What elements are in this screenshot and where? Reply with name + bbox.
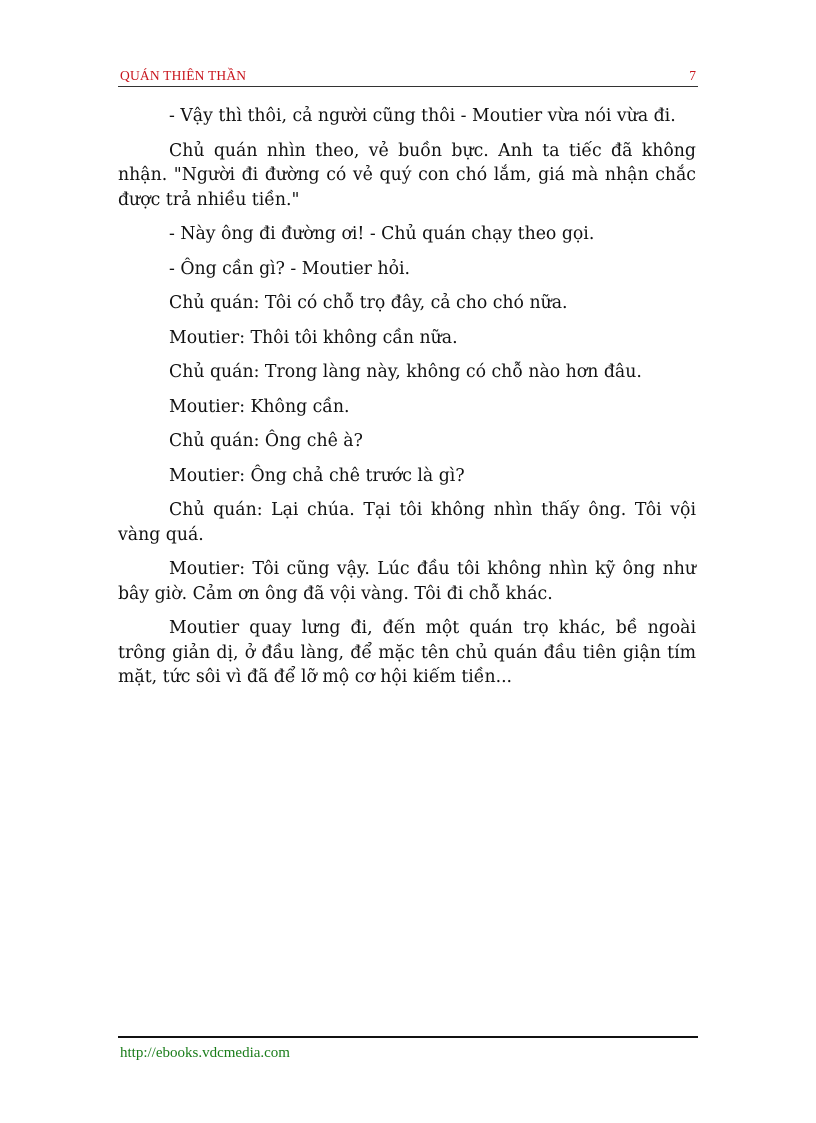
paragraph: - Vậy thì thôi, cả người cũng thôi - Moutier vừa nói vừa đi. [169,106,676,126]
paragraph: Chủ quán: Ông chê à? [169,431,363,451]
paragraph: Chủ quán nhìn theo, vẻ buồn bực. Anh ta tiếc đã không nhận. "Người đi đường có vẻ quý con chó lắm, giá mà nhận chắc được trả nhiều tiền." [118,140,696,210]
paragraph: Chủ quán: Trong làng này, không có chỗ nào hơn đâu. [169,362,642,382]
paragraph: Moutier quay lưng đi, đến một quán trọ khác, bề ngoài trông giản dị, ở đầu làng, để mặc tên chủ quán đầu tiên giận tím mặt, tức sôi vì đã để lỡ mộ cơ hội kiếm tiền... [118,618,696,687]
paragraph: Moutier: Thôi tôi không cần nữa. [169,327,458,348]
paragraph: - Này ông đi đường ơi! - Chủ quán chạy theo gọi. [169,224,595,244]
footer-divider [118,1036,698,1038]
footer-website-link[interactable]: http://ebooks.vdcmedia.com [120,1045,290,1061]
paragraph: Chủ quán: Tôi có chỗ trọ đây, cả cho chó nữa. [169,293,568,313]
page-header [118,66,698,87]
paragraph: Chủ quán: Lại chúa. Tại tôi không nhìn thấy ông. Tôi vội vàng quá. [118,500,696,545]
paragraph: - Ông cần gì? - Moutier hỏi. [169,258,410,279]
body-text [118,104,696,700]
paragraph: Moutier: Không cần. [169,396,350,417]
page-number: 7 [689,68,696,83]
paragraph: Moutier: Tôi cũng vậy. Lúc đầu tôi không nhìn kỹ ông như bây giờ. Cảm ơn ông đã vội vàng. Tôi đi chỗ khác. [118,559,696,604]
book-title: QUÁN THIÊN THẦN [120,68,247,83]
paragraph: Moutier: Ông chả chê trước là gì? [169,465,465,486]
